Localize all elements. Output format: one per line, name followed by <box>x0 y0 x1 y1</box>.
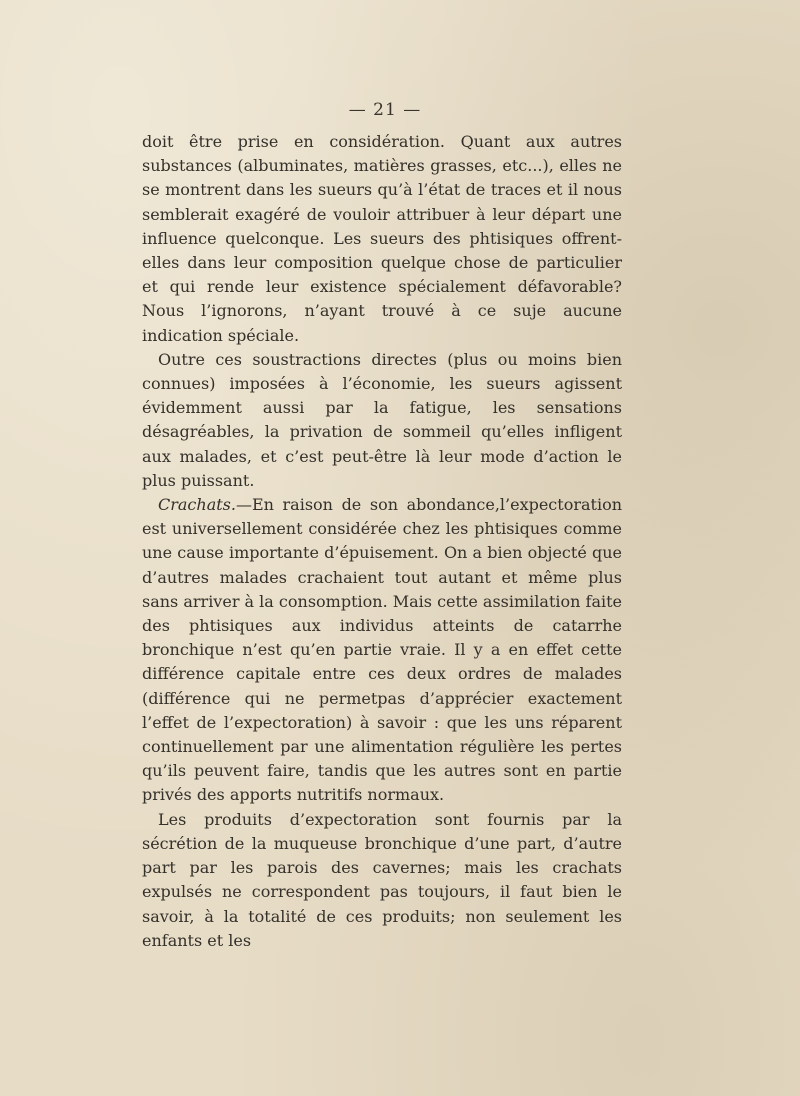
paragraph-4-text: Les produits d’expectoration sont fournis par la sécrétion de la muqueuse bronchique d’une part, d’autre part par les parois des cavernes; mais les crachats expulsés ne correspondent pas toujours, il faut bien le savoir, à la totalité de ces produits; non seulement les enfants et les <box>142 809 622 950</box>
paragraph-4 <box>142 808 622 953</box>
body-text <box>142 130 622 953</box>
paragraph-2-text: Outre ces soustractions directes (plus ou moins bien connues) imposées à l’économie, les sueurs agissent évidemment aussi par la fatigue, les sensations désagréables, la privation de sommeil qu’elles infligent aux malades, et c’est peut-être là leur mode d’action le plus puissant. <box>142 349 622 490</box>
paragraph-3-text: —En raison de son abondance,l’expectoration est universellement considérée chez les phtisiques comme une cause importante d’épuisement. On a bien objecté que d’autres malades crachaient tout autant et même plus sans arriver à la consomption. Mais cette assimilation faite des phtisiques aux individus atteints de catarrhe bronchique n’est qu’en partie vraie. Il y a en effet cette différence capitale entre ces deux ordres de malades (différence qui ne permetpas d’apprécier exactement l’effet de l’expectoration) à savoir : que les uns réparent continuellement par une alimentation régulière les pertes qu’ils peuvent faire, tandis que les autres sont en partie privés des apports nutritifs normaux. <box>142 495 622 805</box>
page-number: — 21 — <box>348 100 422 120</box>
paragraph-1 <box>142 130 622 348</box>
section-heading-crachats: Crachats. <box>158 495 236 515</box>
paragraph-3 <box>142 493 622 808</box>
paragraph-1-text: doit être prise en considération. Quant aux autres substances (albuminates, matières grasses, etc...), elles ne se montrent dans les sueurs qu’à l’état de traces et il nous semblerait exagéré de vouloir attribuer à leur départ une influence quelconque. Les sueurs des phtisiques offrent-elles dans leur composition quelque chose de particulier et qui rende leur existence spécialement défavorable? Nous l’ignorons, n’ayant trouvé à ce suje aucune indication spéciale. <box>142 132 622 345</box>
paragraph-2 <box>142 348 622 493</box>
